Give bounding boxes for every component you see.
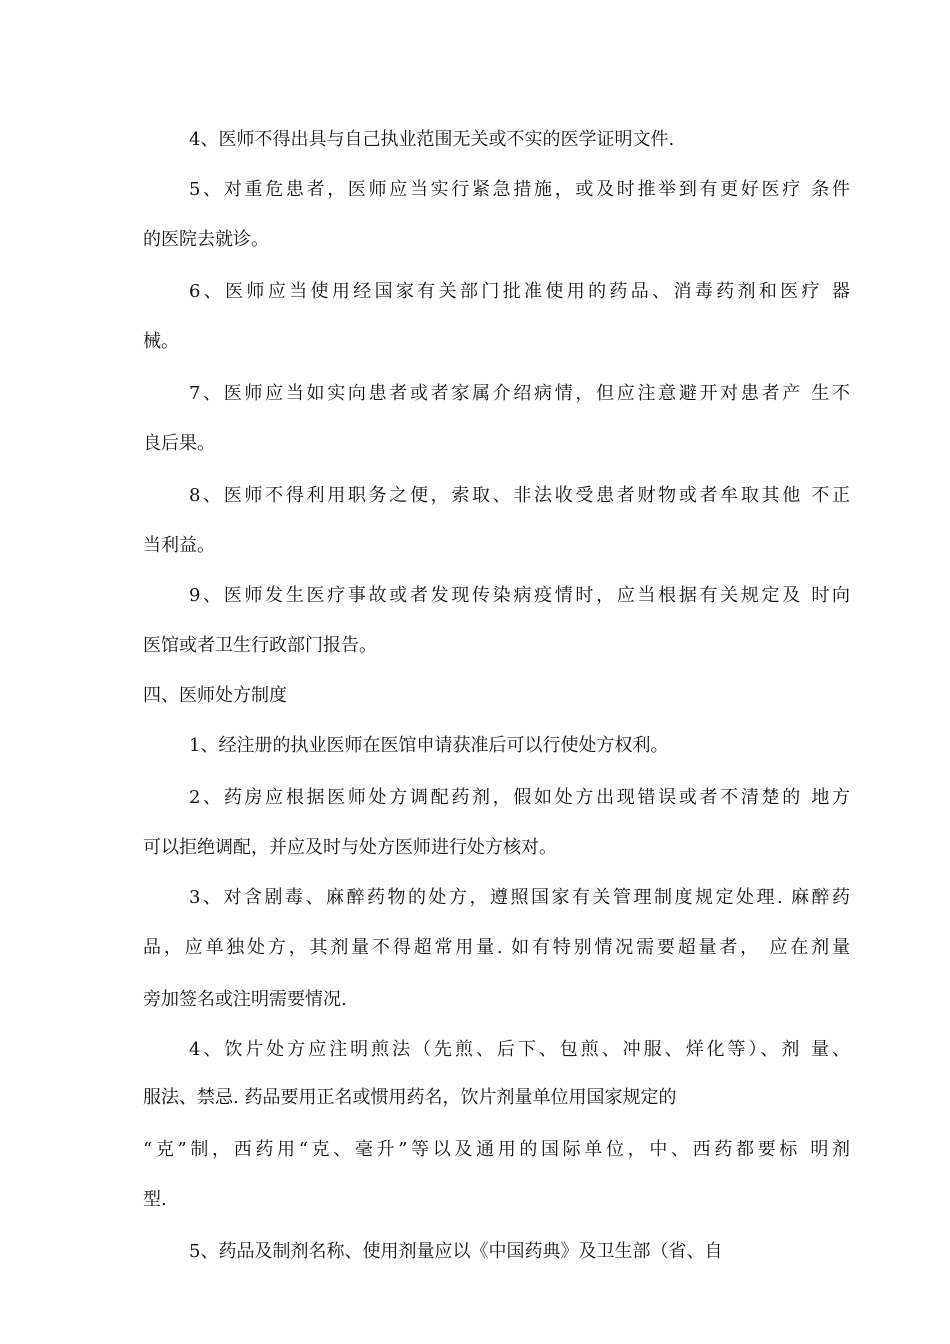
text-line: 的医院去就诊。: [143, 229, 269, 250]
text-line: 3、对含剧毒、麻醉药物的处方，遵照国家有关管理制度规定处理. 麻醉药: [189, 887, 850, 908]
text-line: 9、医师发生医疗事故或者发现传染病疫情时，应当根据有关规定及 时向: [189, 585, 850, 606]
text-line: 1、经注册的执业医师在医馆申请获准后可以行使处方权利。: [189, 735, 669, 756]
text-line: 当利益。: [143, 535, 215, 556]
text-line: 良后果。: [143, 433, 215, 454]
text-line: 6、医师应当使用经国家有关部门批准使用的药品、消毒药剂和医疗 器: [189, 281, 850, 302]
text-line: 旁加签名或注明需要情况.: [143, 989, 347, 1010]
text-line: 8、医师不得利用职务之便，索取、非法收受患者财物或者牟取其他 不正: [189, 485, 850, 506]
text-line: “克”制，西药用“克、毫升”等以及通用的国际单位，中、西药都要标 明剂: [143, 1139, 850, 1160]
text-line: 4、饮片处方应注明煎法（先煎、后下、包煎、冲服、烊化等）、剂 量、: [189, 1039, 850, 1060]
text-line: 可以拒绝调配，并应及时与处方医师进行处方核对。: [143, 837, 557, 858]
section-heading: 四、医师处方制度: [143, 685, 287, 706]
text-line: 品，应单独处方，其剂量不得超常用量. 如有特别情况需要超量者， 应在剂量: [143, 937, 850, 958]
text-line: 2、药房应根据医师处方调配药剂，假如处方出现错误或者不清楚的 地方: [189, 787, 850, 808]
text-line: 5、药品及制剂名称、使用剂量应以《中国药典》及卫生部（省、自: [189, 1241, 723, 1262]
text-line: 械。: [143, 331, 179, 352]
text-line: 服法、禁忌. 药品要用正名或惯用药名，饮片剂量单位用国家规定的: [143, 1087, 677, 1108]
text-line: 医馆或者卫生行政部门报告。: [143, 635, 377, 656]
text-line: 5、对重危患者，医师应当实行紧急措施，或及时推举到有更好医疗 条件: [189, 179, 850, 200]
text-line: 4、医师不得出具与自己执业范围无关或不实的医学证明文件.: [189, 129, 675, 150]
text-line: 7、医师应当如实向患者或者家属介绍病情，但应注意避开对患者产 生不: [189, 383, 850, 404]
text-line: 型.: [143, 1189, 167, 1210]
